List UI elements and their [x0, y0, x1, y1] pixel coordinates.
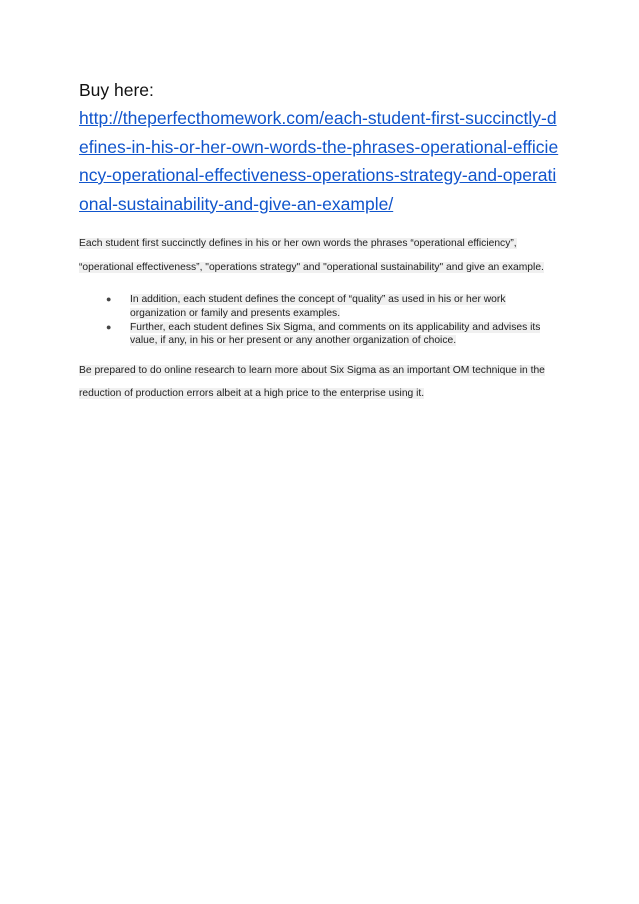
closing-paragraph: [79, 359, 563, 406]
bullet-list: [79, 293, 563, 348]
list-item-text: In addition, each student defines the concept of “quality” as used in his or her work organization or family and presents examples.: [130, 294, 506, 319]
closing-paragraph-text: Be prepared to do online research to learn more about Six Sigma as an important OM technique in the reduction of production errors albeit at a high price to the enterprise using it.: [79, 364, 545, 399]
buy-here-label: Buy here:: [79, 80, 154, 100]
product-link[interactable]: http://theperfecthomework.com/each-student-first-succinctly-defines-in-his-or-her-own-words-the-phrases-operational-efficiency-operational-effectiveness-operations-strategy-and-operational-sustainability-and-give-an-example/: [79, 108, 559, 214]
list-item: [101, 321, 563, 348]
bullet-icon: ●: [106, 321, 112, 332]
document-page: [79, 76, 563, 406]
intro-paragraph: [79, 232, 563, 279]
list-item-text: Further, each student defines Six Sigma, and comments on its applicability and advises its value, if any, in his or her present or any another organization of choice.: [130, 321, 541, 346]
list-item: [101, 293, 563, 320]
intro-paragraph-text: Each student first succinctly defines in his or her own words the phrases “operational efficiency”, “operational effectiveness”, "operations strategy" and "operational sustainability" and give an example.: [79, 238, 544, 273]
bullet-icon: ●: [106, 294, 112, 304]
